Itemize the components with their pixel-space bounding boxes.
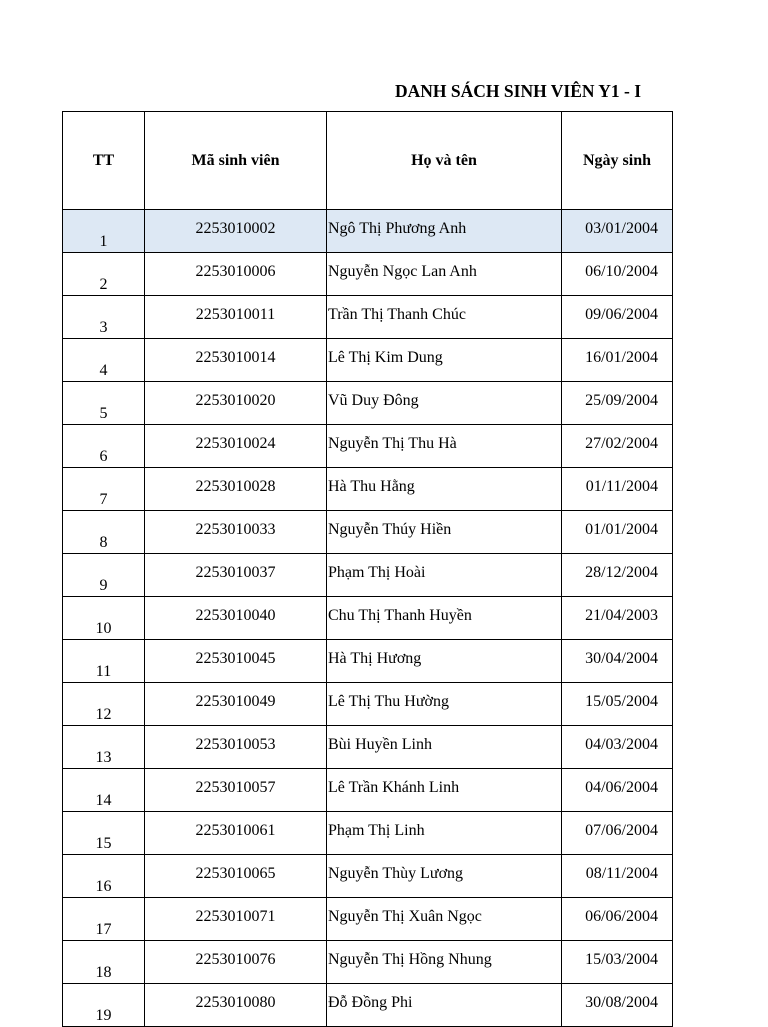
cell-dob[interactable]: 15/03/2004 bbox=[562, 941, 673, 984]
cell-student-id[interactable]: 2253010006 bbox=[145, 253, 327, 296]
cell-dob[interactable]: 28/12/2004 bbox=[562, 554, 673, 597]
cell-student-id[interactable]: 2253010071 bbox=[145, 898, 327, 941]
cell-tt[interactable] bbox=[63, 339, 145, 382]
row-number: 6 bbox=[99, 448, 108, 465]
cell-dob[interactable]: 08/11/2004 bbox=[562, 855, 673, 898]
cell-full-name[interactable]: Bùi Huyền Linh bbox=[327, 726, 562, 769]
cell-dob[interactable]: 04/03/2004 bbox=[562, 726, 673, 769]
cell-dob[interactable]: 04/06/2004 bbox=[562, 769, 673, 812]
cell-student-id[interactable]: 2253010020 bbox=[145, 382, 327, 425]
table-row[interactable] bbox=[63, 812, 673, 855]
header-tt[interactable]: TT bbox=[63, 112, 145, 210]
cell-full-name[interactable]: Vũ Duy Đông bbox=[327, 382, 562, 425]
cell-full-name[interactable]: Nguyễn Thị Xuân Ngọc bbox=[327, 898, 562, 941]
cell-full-name[interactable]: Đỗ Đồng Phi bbox=[327, 984, 562, 1027]
table-row[interactable] bbox=[63, 210, 673, 253]
cell-dob[interactable]: 25/09/2004 bbox=[562, 382, 673, 425]
cell-tt[interactable] bbox=[63, 296, 145, 339]
table-row[interactable] bbox=[63, 339, 673, 382]
row-number: 14 bbox=[95, 792, 112, 809]
cell-tt[interactable] bbox=[63, 425, 145, 468]
table-row[interactable] bbox=[63, 382, 673, 425]
cell-tt[interactable] bbox=[63, 941, 145, 984]
student-table bbox=[62, 111, 673, 1027]
cell-tt[interactable] bbox=[63, 554, 145, 597]
cell-student-id[interactable]: 2253010053 bbox=[145, 726, 327, 769]
cell-tt[interactable] bbox=[63, 812, 145, 855]
cell-full-name[interactable]: Phạm Thị Hoài bbox=[327, 554, 562, 597]
table-row[interactable] bbox=[63, 726, 673, 769]
cell-student-id[interactable]: 2253010040 bbox=[145, 597, 327, 640]
row-number: 19 bbox=[95, 1007, 112, 1024]
cell-dob[interactable]: 06/10/2004 bbox=[562, 253, 673, 296]
cell-tt[interactable] bbox=[63, 726, 145, 769]
row-number: 9 bbox=[99, 577, 108, 594]
header-student-id[interactable]: Mã sinh viên bbox=[145, 112, 327, 210]
cell-dob[interactable]: 06/06/2004 bbox=[562, 898, 673, 941]
cell-dob[interactable]: 30/04/2004 bbox=[562, 640, 673, 683]
table-row[interactable] bbox=[63, 769, 673, 812]
row-number: 10 bbox=[95, 620, 112, 637]
cell-dob[interactable]: 01/11/2004 bbox=[562, 468, 673, 511]
cell-tt[interactable] bbox=[63, 640, 145, 683]
cell-student-id[interactable]: 2253010011 bbox=[145, 296, 327, 339]
cell-tt[interactable] bbox=[63, 511, 145, 554]
cell-student-id[interactable]: 2253010037 bbox=[145, 554, 327, 597]
cell-student-id[interactable]: 2253010061 bbox=[145, 812, 327, 855]
table-row[interactable] bbox=[63, 468, 673, 511]
cell-student-id[interactable]: 2253010080 bbox=[145, 984, 327, 1027]
cell-dob[interactable]: 16/01/2004 bbox=[562, 339, 673, 382]
cell-full-name[interactable]: Nguyễn Thị Hồng Nhung bbox=[327, 941, 562, 984]
cell-tt[interactable] bbox=[63, 210, 145, 253]
table-row[interactable] bbox=[63, 425, 673, 468]
table-row[interactable] bbox=[63, 640, 673, 683]
cell-tt[interactable] bbox=[63, 855, 145, 898]
cell-dob[interactable]: 03/01/2004 bbox=[562, 210, 673, 253]
cell-full-name[interactable]: Nguyễn Thị Thu Hà bbox=[327, 425, 562, 468]
cell-dob[interactable]: 21/04/2003 bbox=[562, 597, 673, 640]
cell-full-name[interactable]: Chu Thị Thanh Huyền bbox=[327, 597, 562, 640]
cell-dob[interactable]: 07/06/2004 bbox=[562, 812, 673, 855]
row-number: 7 bbox=[99, 491, 108, 508]
table-row[interactable] bbox=[63, 253, 673, 296]
cell-student-id[interactable]: 2253010024 bbox=[145, 425, 327, 468]
row-number: 3 bbox=[99, 319, 108, 336]
cell-dob[interactable]: 01/01/2004 bbox=[562, 511, 673, 554]
table-row[interactable] bbox=[63, 554, 673, 597]
row-number: 17 bbox=[95, 921, 112, 938]
cell-full-name[interactable]: Trần Thị Thanh Chúc bbox=[327, 296, 562, 339]
row-number: 8 bbox=[99, 534, 108, 551]
cell-dob[interactable]: 09/06/2004 bbox=[562, 296, 673, 339]
cell-tt[interactable] bbox=[63, 597, 145, 640]
row-number: 12 bbox=[95, 706, 112, 723]
cell-student-id[interactable]: 2253010076 bbox=[145, 941, 327, 984]
cell-student-id[interactable]: 2253010065 bbox=[145, 855, 327, 898]
row-number: 2 bbox=[99, 276, 108, 293]
row-number: 11 bbox=[95, 663, 112, 680]
cell-dob[interactable]: 27/02/2004 bbox=[562, 425, 673, 468]
cell-tt[interactable] bbox=[63, 683, 145, 726]
cell-student-id[interactable]: 2253010014 bbox=[145, 339, 327, 382]
row-number: 5 bbox=[99, 405, 108, 422]
cell-full-name[interactable]: Ngô Thị Phương Anh bbox=[327, 210, 562, 253]
cell-full-name[interactable]: Nguyễn Thùy Lương bbox=[327, 855, 562, 898]
table-row[interactable] bbox=[63, 898, 673, 941]
row-number: 15 bbox=[95, 835, 112, 852]
table-row[interactable] bbox=[63, 855, 673, 898]
cell-student-id[interactable]: 2253010057 bbox=[145, 769, 327, 812]
cell-full-name[interactable]: Lê Thị Kim Dung bbox=[327, 339, 562, 382]
cell-tt[interactable] bbox=[63, 253, 145, 296]
header-dob[interactable]: Ngày sinh bbox=[562, 112, 673, 210]
cell-dob[interactable]: 30/08/2004 bbox=[562, 984, 673, 1027]
page-title: DANH SÁCH SINH VIÊN Y1 - I bbox=[395, 81, 642, 101]
cell-student-id[interactable]: 2253010028 bbox=[145, 468, 327, 511]
header-full-name[interactable]: Họ và tên bbox=[327, 112, 562, 210]
table-body bbox=[63, 210, 673, 1027]
cell-student-id[interactable]: 2253010045 bbox=[145, 640, 327, 683]
cell-tt[interactable] bbox=[63, 382, 145, 425]
row-number: 4 bbox=[99, 362, 108, 379]
table-row[interactable] bbox=[63, 984, 673, 1027]
cell-student-id[interactable]: 2253010049 bbox=[145, 683, 327, 726]
row-number: 16 bbox=[95, 878, 112, 895]
cell-student-id[interactable]: 2253010002 bbox=[145, 210, 327, 253]
cell-full-name[interactable]: Hà Thu Hằng bbox=[327, 468, 562, 511]
cell-tt[interactable] bbox=[63, 898, 145, 941]
cell-full-name[interactable]: Nguyễn Thúy Hiền bbox=[327, 511, 562, 554]
cell-tt[interactable] bbox=[63, 769, 145, 812]
cell-dob[interactable]: 15/05/2004 bbox=[562, 683, 673, 726]
row-number: 13 bbox=[95, 749, 112, 766]
cell-full-name[interactable]: Nguyễn Ngọc Lan Anh bbox=[327, 253, 562, 296]
header-row bbox=[63, 112, 673, 210]
table-row[interactable] bbox=[63, 941, 673, 984]
cell-full-name[interactable]: Lê Trần Khánh Linh bbox=[327, 769, 562, 812]
table-row[interactable] bbox=[63, 683, 673, 726]
cell-tt[interactable] bbox=[63, 984, 145, 1027]
table-row[interactable] bbox=[63, 597, 673, 640]
cell-tt[interactable] bbox=[63, 468, 145, 511]
row-number: 1 bbox=[99, 233, 108, 250]
table-row[interactable] bbox=[63, 511, 673, 554]
cell-full-name[interactable]: Phạm Thị Linh bbox=[327, 812, 562, 855]
cell-student-id[interactable]: 2253010033 bbox=[145, 511, 327, 554]
cell-full-name[interactable]: Hà Thị Hương bbox=[327, 640, 562, 683]
table-row[interactable] bbox=[63, 296, 673, 339]
cell-full-name[interactable]: Lê Thị Thu Hường bbox=[327, 683, 562, 726]
row-number: 18 bbox=[95, 964, 112, 981]
